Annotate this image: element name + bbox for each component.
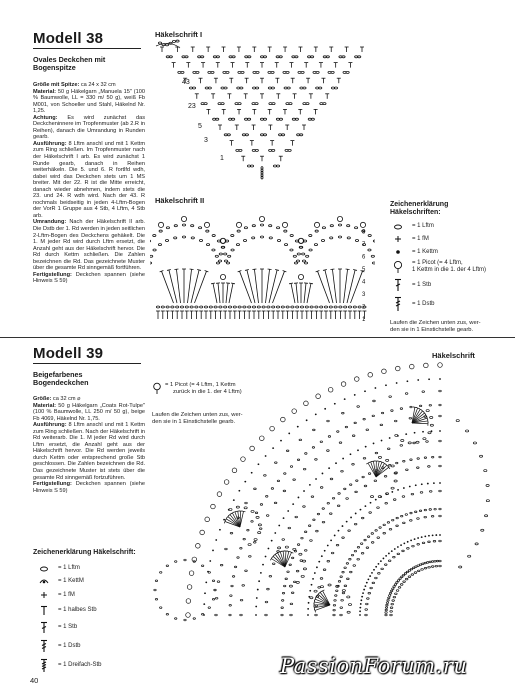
model-38-legend-title: Zeichenerklärung Häkelschriften: [390,201,449,217]
legend-item: = 1 Stb [390,278,508,292]
page-number: 40 [30,676,39,685]
legend-item: = 1 Lftm [390,223,508,230]
chart-2-row-number: 1 [362,317,366,323]
legend-item: = 1 Dstb [390,296,508,312]
chart-2-row-number: 3 [362,292,366,298]
legend-item: = 1 Lftm [36,565,136,572]
single-crochet-icon [390,234,406,244]
crochet-chart-39 [140,355,510,655]
triple-treble-icon [36,658,52,673]
model-38-size: Größe mit Spitze: ca 24 x 32 cm [33,82,116,88]
legend-item: = 1 Picot (= 4 Lftm, 1 Kettm in die 1. der 4 Lftm) [390,260,508,274]
chart-1-row-number: 23 [188,103,196,110]
chart-39-label: Häkelschrift [432,351,475,360]
model-38-subtitle: Ovales Deckchen mit Bogenspitze [33,55,106,73]
model-39-legend-title: Zeichenerklärung Häkelschrift: [33,549,136,556]
section-divider [0,337,515,338]
chart-1-row-number: 43 [182,79,190,86]
legend-item: = 1 fM [390,234,508,244]
model-39-size: Größe: ca 32 cm ⌀ [33,396,81,402]
model-38-legend-note: Laufen die Zeichen unten zus, wer- den sie in 1 Einstichstelle gearb. [390,320,481,333]
model-38-material: Material: 50 g Häkelgarn „Manuela 15" (100 % Baumwolle, LL = 330 m/ 50 g), weiß Fb M001, von Schoeller und Stahl, Häkelnd Nr. 1,25. [33,88,145,115]
model-38-execution: Ausführung: 8 Lftm anschl und mit 1 Kettm zum Ring schließen. Im Tropfenmuster nach der Häkelschrift I arb. Es wird zunächst 1 Runde gearb, danach in Reihen weiterhäkeln. Die 5. und 6. R fortlfd wdh, dabei wird das Deckchen stets um 1 MS breiter. Mit der 22. R ist die Mitte erreicht, danach wieder abnehmen, indem stets die 23. und 24. R wdh wird. Nach der 43. R nochmals beidseitig in jeden 4-Lftm-Bogen der VorR 1 Gruppe aus 4 Stb, 4 Lftm, 4 Stb arb. [33,140,145,219]
chart-2-row-number: 6 [362,254,366,261]
chain-stitch-icon [36,566,52,572]
legend-item: = 1 Kettm [390,248,508,256]
model-39-instructions [33,396,145,494]
model-39-legend [36,565,136,677]
picot-icon [390,260,406,274]
chart-2-row-number: 7 [362,242,366,248]
model-39-subtitle: Beigefarbenes Bogendeckchen [33,370,89,388]
slip-stitch-icon [390,248,406,256]
chart-2-row-number: 4 [362,279,366,286]
model-38-legend [390,223,508,334]
model-38-border: Umrandung: Nach der Häkelschrift II arb. Die Dstb der 1. Rd werden in jeden seitlichen 2-Lftm-Bogen des Deckchens gehäkelt. Die 1. M jeder Rd wird durch Lftm ersetzt, die Anzahl geht aus der Häkelschrift hervor. Die Rd durch Kettm schließen. Die Zahlen bezeichnen die Rd. Das gezeichnete Muster über die gesamte Rd sinngemäß fortführen. [33,219,145,272]
model-38-finish: Fertigstellung: Deckchen spannen (siehe Hinweis S 59) [33,271,145,285]
model-38-title: Modell 38 [33,30,141,49]
chart-2-label: Häkelschrift II [155,196,205,205]
model-39-join-note: Laufen die Zeichen unten zus, wer- den sie in 1 Einstichstelle gearb. [152,412,243,425]
chart-1-row-number: 1 [220,155,224,162]
legend-item: = 1 fM [36,590,136,600]
chart-2-row-number: 2 [362,304,366,311]
model-39-material: Material: 50 g Häkelgarn „Coats Rot-Tulpe" (100 % Baumwolle, LL 250 m/ 50 g), beige Fb 4069, Häkelnd Nr. 1,75. [33,402,145,422]
legend-item: = 1 KettM [36,577,136,585]
double-crochet-icon [36,621,52,634]
crochet-chart-1 [150,38,370,188]
watermark-text: PassionForum.ru [280,654,468,678]
model-39-title: Modell 39 [33,345,141,364]
slip-stitch-icon [36,577,52,585]
model-39-picot-note: = 1 Picot (= 4 Lftm, 1 Kettm zurück in die 1. der 4 Lftm) Laufen die Zeichen unten zus, wer- den sie in 1 Einstichstelle gearb. [152,382,282,426]
legend-item: = 1 Dstb [36,639,136,653]
legend-item: = 1 Dreifach-Stb [36,658,136,673]
double-crochet-icon [390,278,406,292]
chart-1-row-number: 3 [204,137,208,144]
legend-item: = 1 Stb [36,621,136,634]
crochet-chart-2 [150,205,375,330]
half-double-crochet-icon [36,605,52,616]
chart-2-row-number: 8 [362,229,366,236]
model-39-finish: Fertigstellung: Deckchen spannen (siehe Hinweis S 59) [33,481,145,494]
chain-stitch-icon [390,224,406,230]
chart-1-row-number: 5 [198,123,202,130]
double-treble-icon [36,639,52,653]
single-crochet-icon [36,590,52,600]
model-39-execution: Ausführung: 8 Lftm anschl und mit 1 Kettm zum Ring schließen. Nach der Häkelschrift in Rd weiterarb. Die 1. M jeder Rd wird durch Lftm ersetzt, die Anzahl geht aus der Häkelschrift hervor. Die Rd werden jeweils durch Kettm oder entsprechend große Stb geschlossen. Die Zahlen bezeichnen die Rd. Das gezeichnete Muster ist stets über die gesamte Rd sinngemäß fortzuführen. [33,422,145,481]
double-treble-icon [390,296,406,312]
legend-item: = 1 halbes Stb [36,605,136,616]
model-38-attention: Achtung: Es wird zunächst das Deckcheninnere im Tropfenmuster (ab 2.R in Reihen), danach die Umrandung in Runden gearb. [33,114,145,141]
model-38-instructions [33,82,145,285]
chart-1-label: Häkelschrift I [155,30,203,39]
chart-2-row-number: 5 [362,267,366,273]
